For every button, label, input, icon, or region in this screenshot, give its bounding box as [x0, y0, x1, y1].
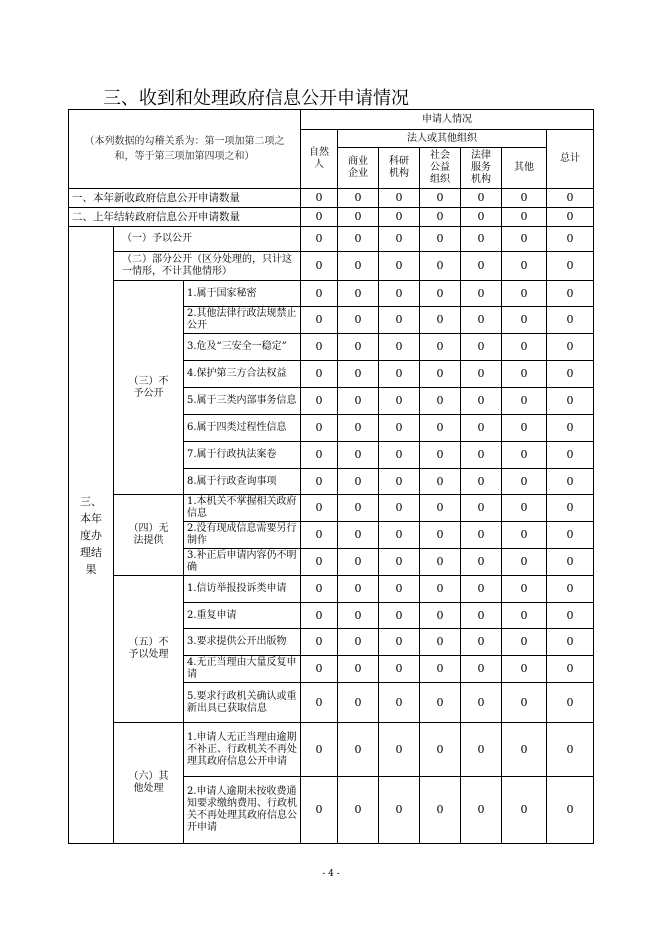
- cell-value: 0: [379, 603, 420, 629]
- cell-value: 0: [379, 469, 420, 495]
- cell-value: 0: [301, 576, 338, 603]
- row-label: 8.属于行政查询事项: [184, 469, 301, 495]
- table-row: [69, 227, 594, 252]
- cell-value: 0: [547, 683, 594, 723]
- row-label: 1.属于国家秘密: [184, 281, 301, 307]
- cell-value: 0: [301, 415, 338, 442]
- cell-value: 0: [301, 208, 338, 227]
- cell-value: 0: [461, 415, 502, 442]
- cell-value: 0: [547, 777, 594, 844]
- cell-value: 0: [301, 549, 338, 576]
- cell-value: 0: [420, 469, 461, 495]
- cell-value: 0: [420, 388, 461, 415]
- cell-value: 0: [379, 723, 420, 777]
- cell-value: 0: [301, 723, 338, 777]
- cell-value: 0: [338, 281, 379, 307]
- cell-value: 0: [502, 189, 547, 208]
- cell-value: 0: [338, 495, 379, 522]
- cell-value: 0: [338, 549, 379, 576]
- cell-value: 0: [379, 442, 420, 469]
- cell-value: 0: [338, 361, 379, 388]
- cell-value: 0: [461, 576, 502, 603]
- cell-value: 0: [502, 629, 547, 656]
- cell-value: 0: [461, 495, 502, 522]
- page-number: - 4 -: [322, 869, 340, 879]
- cell-value: 0: [502, 415, 547, 442]
- row-label: 一、本年新收政府信息公开申请数量: [69, 189, 301, 208]
- cell-value: 0: [502, 683, 547, 723]
- cell-value: 0: [420, 415, 461, 442]
- row-label: 1.信访举报投诉类申请: [184, 576, 301, 603]
- cell-value: 0: [502, 576, 547, 603]
- cell-value: 0: [338, 522, 379, 549]
- cell-value: 0: [301, 361, 338, 388]
- cell-value: 0: [547, 495, 594, 522]
- cell-value: 0: [301, 469, 338, 495]
- cell-value: 0: [420, 189, 461, 208]
- result-category: 三、本年度办理结果: [69, 227, 114, 844]
- applicant-header: 申请人情况: [301, 110, 594, 130]
- legal-group-header: 法人或其他组织: [338, 130, 547, 148]
- cell-value: 0: [301, 388, 338, 415]
- cell-value: 0: [420, 361, 461, 388]
- application-stats-table: [68, 109, 594, 844]
- cell-value: 0: [338, 576, 379, 603]
- cell-value: 0: [547, 281, 594, 307]
- cell-value: 0: [338, 469, 379, 495]
- cell-value: 0: [502, 361, 547, 388]
- cell-value: 0: [379, 656, 420, 683]
- subcategory-label: （三）不予公开: [114, 281, 184, 495]
- cell-value: 0: [502, 227, 547, 252]
- cell-value: 0: [379, 334, 420, 361]
- cell-value: 0: [461, 334, 502, 361]
- cell-value: 0: [420, 208, 461, 227]
- cell-value: 0: [461, 361, 502, 388]
- cell-value: 0: [461, 683, 502, 723]
- cell-value: 0: [301, 189, 338, 208]
- row-label: 3.危及“三安全一稳定”: [184, 334, 301, 361]
- cell-value: 0: [502, 522, 547, 549]
- cell-value: 0: [379, 208, 420, 227]
- cell-value: 0: [301, 777, 338, 844]
- subcategory-label: （四）无法提供: [114, 495, 184, 576]
- cell-value: 0: [547, 576, 594, 603]
- cell-value: 0: [338, 307, 379, 334]
- cell-value: 0: [420, 522, 461, 549]
- cell-value: 0: [502, 603, 547, 629]
- total-header: 总计: [547, 130, 594, 189]
- cell-value: 0: [379, 495, 420, 522]
- row-label: 2.没有现成信息需要另行制作: [184, 522, 301, 549]
- row-label: 3.要求提供公开出版物: [184, 629, 301, 656]
- row-label: （一）予以公开: [114, 227, 301, 252]
- cell-value: 0: [338, 777, 379, 844]
- cell-value: 0: [379, 227, 420, 252]
- table-row: [69, 189, 594, 208]
- cell-value: 0: [547, 334, 594, 361]
- cell-value: 0: [461, 252, 502, 281]
- cell-value: 0: [461, 388, 502, 415]
- row-label: 4.无正当理由大量反复申请: [184, 656, 301, 683]
- cell-value: 0: [547, 307, 594, 334]
- row-label: 1.本机关不掌握相关政府信息: [184, 495, 301, 522]
- cell-value: 0: [301, 307, 338, 334]
- table-row: [69, 252, 594, 281]
- cell-value: 0: [379, 777, 420, 844]
- cell-value: 0: [547, 252, 594, 281]
- cell-value: 0: [502, 388, 547, 415]
- cell-value: 0: [420, 252, 461, 281]
- cell-value: 0: [301, 281, 338, 307]
- cell-value: 0: [502, 777, 547, 844]
- table-row: [69, 495, 594, 522]
- cell-value: 0: [379, 683, 420, 723]
- cell-value: 0: [420, 549, 461, 576]
- page-title: 三、收到和处理政府信息公开申请情况: [103, 88, 409, 109]
- row-label: 5.要求行政机关确认或重新出具已获取信息: [184, 683, 301, 723]
- cell-value: 0: [502, 307, 547, 334]
- cell-value: 0: [379, 388, 420, 415]
- natural-person-header: 自然人: [301, 130, 338, 189]
- cell-value: 0: [547, 603, 594, 629]
- cell-value: 0: [338, 603, 379, 629]
- cell-value: 0: [338, 442, 379, 469]
- cell-value: 0: [301, 442, 338, 469]
- cell-value: 0: [301, 495, 338, 522]
- cell-value: 0: [547, 361, 594, 388]
- cell-value: 0: [502, 252, 547, 281]
- cell-value: 0: [301, 227, 338, 252]
- cell-value: 0: [420, 683, 461, 723]
- cell-value: 0: [379, 252, 420, 281]
- subcategory-label: （六）其他处理: [114, 723, 184, 844]
- col-header: 科研机构: [379, 148, 420, 189]
- cell-value: 0: [420, 576, 461, 603]
- cell-value: 0: [461, 522, 502, 549]
- cell-value: 0: [461, 227, 502, 252]
- row-label: 3.补正后申请内容仍不明确: [184, 549, 301, 576]
- table-row: [69, 576, 594, 603]
- cell-value: 0: [547, 208, 594, 227]
- cell-value: 0: [461, 549, 502, 576]
- cell-value: 0: [338, 334, 379, 361]
- cell-value: 0: [379, 629, 420, 656]
- cell-value: 0: [461, 189, 502, 208]
- cell-value: 0: [502, 208, 547, 227]
- cell-value: 0: [547, 656, 594, 683]
- cell-value: 0: [301, 522, 338, 549]
- cell-value: 0: [547, 522, 594, 549]
- cell-value: 0: [379, 281, 420, 307]
- cell-value: 0: [338, 629, 379, 656]
- cell-value: 0: [502, 656, 547, 683]
- row-label: 1.申请人无正当理由逾期不补正、行政机关不再处理其政府信息公开申请: [184, 723, 301, 777]
- cell-value: 0: [338, 189, 379, 208]
- cell-value: 0: [379, 522, 420, 549]
- row-label: 5.属于三类内部事务信息: [184, 388, 301, 415]
- cell-value: 0: [420, 334, 461, 361]
- row-label: 4.保护第三方合法权益: [184, 361, 301, 388]
- cell-value: 0: [502, 469, 547, 495]
- row-label: 2.申请人逾期未按收费通知要求缴纳费用、行政机关不再处理其政府信息公开申请: [184, 777, 301, 844]
- cell-value: 0: [338, 656, 379, 683]
- cell-value: 0: [547, 442, 594, 469]
- table-row: [69, 723, 594, 777]
- cell-value: 0: [379, 415, 420, 442]
- cell-value: 0: [502, 549, 547, 576]
- row-label: （二）部分公开（区分处理的，只计这一情形，不计其他情形）: [114, 252, 301, 281]
- cell-value: 0: [461, 281, 502, 307]
- cell-value: 0: [379, 189, 420, 208]
- cell-value: 0: [547, 388, 594, 415]
- cell-value: 0: [301, 656, 338, 683]
- row-label: 2.其他法律行政法规禁止公开: [184, 307, 301, 334]
- table-row: [69, 281, 594, 307]
- cell-value: 0: [301, 683, 338, 723]
- cell-value: 0: [547, 629, 594, 656]
- col-header: 社会公益组织: [420, 148, 461, 189]
- cell-value: 0: [547, 723, 594, 777]
- row-label: 二、上年结转政府信息公开申请数量: [69, 208, 301, 227]
- col-header: 其他: [502, 148, 547, 189]
- cell-value: 0: [338, 208, 379, 227]
- cell-value: 0: [420, 629, 461, 656]
- table-row: [69, 208, 594, 227]
- cell-value: 0: [461, 603, 502, 629]
- cell-value: 0: [461, 723, 502, 777]
- cell-value: 0: [301, 629, 338, 656]
- cell-value: 0: [338, 683, 379, 723]
- subcategory-label: （五）不予以处理: [114, 576, 184, 723]
- cell-value: 0: [301, 603, 338, 629]
- cell-value: 0: [547, 549, 594, 576]
- cell-value: 0: [379, 361, 420, 388]
- cell-value: 0: [379, 307, 420, 334]
- row-label: 7.属于行政执法案卷: [184, 442, 301, 469]
- cell-value: 0: [379, 576, 420, 603]
- cell-value: 0: [338, 252, 379, 281]
- cell-value: 0: [420, 495, 461, 522]
- cell-value: 0: [338, 388, 379, 415]
- cell-value: 0: [420, 777, 461, 844]
- cell-value: 0: [301, 252, 338, 281]
- cell-value: 0: [502, 334, 547, 361]
- cell-value: 0: [420, 442, 461, 469]
- cell-value: 0: [338, 227, 379, 252]
- cell-value: 0: [420, 656, 461, 683]
- cell-value: 0: [502, 495, 547, 522]
- cell-value: 0: [420, 307, 461, 334]
- cell-value: 0: [461, 307, 502, 334]
- cell-value: 0: [461, 469, 502, 495]
- cell-value: 0: [338, 415, 379, 442]
- cell-value: 0: [502, 442, 547, 469]
- cell-value: 0: [547, 189, 594, 208]
- cell-value: 0: [301, 334, 338, 361]
- cell-value: 0: [547, 415, 594, 442]
- cell-value: 0: [547, 227, 594, 252]
- col-header: 商业企业: [338, 148, 379, 189]
- cell-value: 0: [420, 723, 461, 777]
- col-header: 法律服务机构: [461, 148, 502, 189]
- row-label: 6.属于四类过程性信息: [184, 415, 301, 442]
- cell-value: 0: [461, 777, 502, 844]
- cell-value: 0: [420, 603, 461, 629]
- cell-value: 0: [547, 469, 594, 495]
- cell-value: 0: [338, 723, 379, 777]
- table-note: （本列数据的勾稽关系为：第一项加第二项之和，等于第三项加第四项之和）: [69, 110, 301, 189]
- cell-value: 0: [420, 281, 461, 307]
- row-label: 2.重复申请: [184, 603, 301, 629]
- cell-value: 0: [420, 227, 461, 252]
- cell-value: 0: [461, 442, 502, 469]
- cell-value: 0: [502, 723, 547, 777]
- cell-value: 0: [461, 656, 502, 683]
- cell-value: 0: [379, 549, 420, 576]
- cell-value: 0: [461, 629, 502, 656]
- cell-value: 0: [502, 281, 547, 307]
- cell-value: 0: [461, 208, 502, 227]
